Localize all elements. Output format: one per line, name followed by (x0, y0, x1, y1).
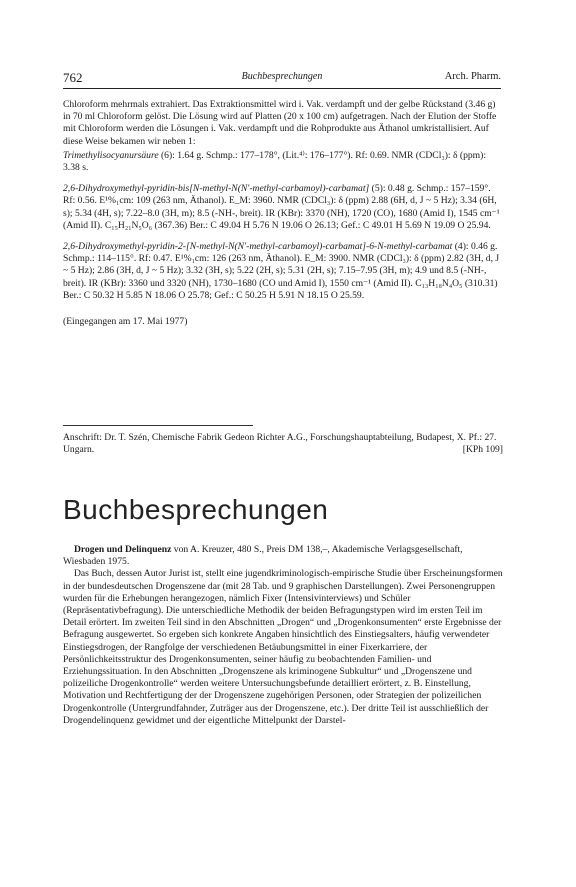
compound-4-data: (4): 0.46 g. Schmp.: 114–115°. Rf: 0.47. E¹%₁cm: 126 (263 nm, Äthanol). E_M: 3900. NMR (CDCl₃): δ (ppm) 2.82 (3H, d, J ~ 5 Hz); 2.86 (3H, d, J ~ 5 Hz); 3.32 (3H, s); 5.22 (2H, s); 5.31 (2H, s); 7.15–7.95 (3H, m); 4.9 und 8.5 (-NH-, breit). IR (KBr): 3360 und 3320 (NH), 1730–1680 (CO und Amid I), 1550 cm⁻¹ (Amid II). C₁₃H₁₈N₄O₅ (310.31) Ber.: C 50.32 H 5.85 N 18.06 O 25.78; Gef.: C 50.25 H 5.91 N 18.15 O 25.59. (63, 241, 500, 301)
header-rule (63, 88, 501, 89)
experimental-intro: Chloroform mehrmals extrahiert. Das Extraktionsmittel wird i. Vak. verdampft und der gelbe Rückstand (3.46 g) in 70 ml Chloroform gelöst. Die Lösung wird auf Platten (20 x 100 cm) aufgetragen. Nach der Elution der Stoffe mit Chloroform werden die Lösungen i. Vak. verdampft und die Rohprodukte aus Äthanol umkristallisiert. Auf diese Weise bekamen wir neben 1: (63, 99, 497, 147)
review-body: Das Buch, dessen Autor Jurist ist, stellt eine jugendkriminologisch-empirische Studie über Erscheinungsformen in der bundesdeutschen Drogenszene dar (mit 28 Tab. und 9 graphischen Darstellungen). Zwei Personengruppen wurden für die Erhebungen herangezogen, nämlich Fixer (Intensivinterviews) und Schüler (Repräsentativbefragung). Die unterschiedliche Methodik der beiden Befragungstypen wird im ersten Teil im Detail erörtert. Im zweiten Teil sind in den Abschnitten „Drogen“ und „Drogenkonsumenten“ erste Ergebnisse der Befragung ausgewertet. So ergeben sich konkrete Angaben hinsichtlich des Einstiegsalters, häufig verwendeter Einstiegsdrogen, der Rangfolge der verschiedenen Betäubungsmittel in einer Fixerkarriere, der Persönlichkeitsstruktur des Drogenkonsumenten, seiner häufig zu beobachtenden Familien- und Erziehungssituation. In den Abschnitten „Drogenszene als kriminogene Subkultur“ und „Drogenszene und polizeiliche Drogenkontrolle“ werden weitere Untersuchungsbefunde detailliert erörtert, z. B. Einstellung, Motivation und Rechtfertigung der der Drogenszene zugehörigen Personen, oder Strategien der polizeilichen Drogenkontrolle (Untergrundfahnder, Zuträger aus der Drogenszene, etc.). Der dritte Teil ist ausschließlich der Drogendelinquenz gewidmet und der eigentliche Mittelpunkt der Darstel- (63, 568, 503, 726)
section-title: Buchbesprechungen (63, 494, 329, 525)
compound-6-entry (63, 150, 503, 174)
book-title: Drogen und Delinquenz (74, 544, 172, 555)
compound-4-name: 2,6-Dihydroxymethyl-pyridin-2-[N-methyl-N(N'-methyl-carbamoyl)-carbamat]-6-N-methyl-carbamat (63, 241, 453, 253)
compound-5-entry (63, 183, 503, 232)
address-text: Anschrift: Dr. T. Szén, Chemische Fabrik Gedeon Richter A.G., Forschungshauptabteilung, Budapest, X. Pf.: 27. Ungarn. (63, 432, 497, 456)
reference-code: [KPh 109] (462, 444, 503, 456)
received-date: (Eingegangen am 17. Mai 1977) (63, 316, 188, 328)
experimental-section (63, 99, 503, 328)
book-review (63, 544, 503, 727)
citation-details: von A. Kreuzer, 480 S., Preis DM 138,–, Akademische Verlagsgesellschaft, Wiesbaden 1975. (63, 544, 463, 568)
journal-section: Buchbesprechungen (241, 71, 323, 82)
author-address (63, 432, 503, 456)
running-header (63, 70, 501, 86)
footnote-rule (63, 425, 253, 426)
compound-6-name: Trimethylisocyanursäure (63, 149, 159, 161)
compound-6-data: (6): 1.64 g. Schmp.: 177–178°, (Lit.⁴⁾: 176–177°). Rf: 0.69. NMR (CDCl₃): δ (ppm): 3.38 s. (63, 149, 487, 174)
compound-4-entry (63, 241, 503, 302)
page-number: 762 (63, 70, 83, 85)
compound-5-data: (5): 0.48 g. Schmp.: 157–159°. Rf: 0.56. E¹%₁cm: 109 (263 nm, Äthanol). E_M: 3960. NMR (CDCl₃): δ (ppm) 2.88 (6H, d, J ~ 5 Hz); 3.34 (6H, s); 5.34 (4H, s); 7.22–8.0 (3H, m); 8.5 (-NH-, breit). IR (KBr): 3370 (NH), 1720 (CO), 1680 (Amid I), 1545 cm⁻¹ (Amid II). C₁₅H₂₁N₅O₆ (367.36) Ber.: C 49.04 H 5.76 N 19.06 O 26.13; Gef.: C 49.01 H 5.69 N 19.09 O 25.94. (63, 183, 500, 231)
compound-5-name: 2,6-Dihydroxymethyl-pyridin-bis[N-methyl-N(N'-methyl-carbamoyl)-carbamat] (63, 183, 370, 195)
journal-name: Arch. Pharm. (444, 71, 501, 82)
review-citation (63, 544, 503, 568)
